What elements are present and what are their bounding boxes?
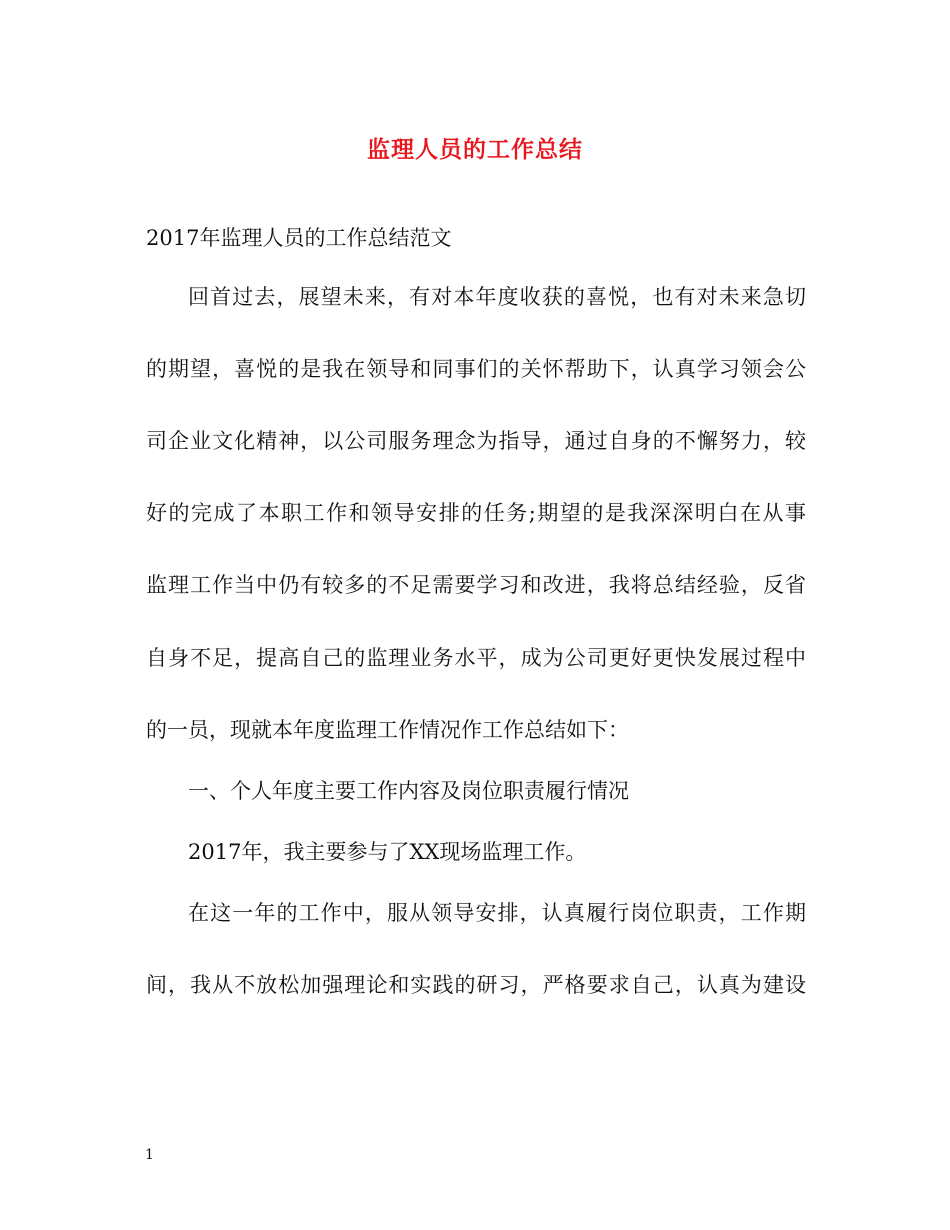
paragraph-line: 好的完成了本职工作和领导安排的任务;期望的是我深深明白在从事: [146, 501, 806, 525]
paragraph-line: 回首过去，展望未来，有对本年度收获的喜悦，也有对未来急切: [188, 285, 806, 309]
paragraph-line: 2017年，我主要参与了XX现场监理工作。: [188, 840, 587, 864]
paragraph-line: 在这一年的工作中，服从领导安排，认真履行岗位职责，工作期: [188, 901, 806, 925]
document-subtitle: 2017年监理人员的工作总结范文: [146, 226, 452, 250]
paragraph-line: 自身不足，提高自己的监理业务水平，成为公司更好更快发展过程中: [146, 646, 806, 670]
paragraph-line: 间，我从不放松加强理论和实践的研习，严格要求自己，认真为建设: [146, 973, 806, 997]
paragraph-line: 监理工作当中仍有较多的不足需要学习和改进，我将总结经验，反省: [146, 573, 806, 597]
paragraph-line: 司企业文化精神，以公司服务理念为指导，通过自身的不懈努力，较: [146, 429, 806, 453]
paragraph-line: 的期望，喜悦的是我在领导和同事们的关怀帮助下，认真学习领会公: [146, 357, 806, 381]
document-title: 监理人员的工作总结: [367, 136, 583, 163]
section-heading: 一、个人年度主要工作内容及岗位职责履行情况: [188, 779, 629, 803]
page-number: 1: [145, 1147, 154, 1163]
paragraph-line: 的一员，现就本年度监理工作情况作工作总结如下：: [146, 718, 629, 742]
